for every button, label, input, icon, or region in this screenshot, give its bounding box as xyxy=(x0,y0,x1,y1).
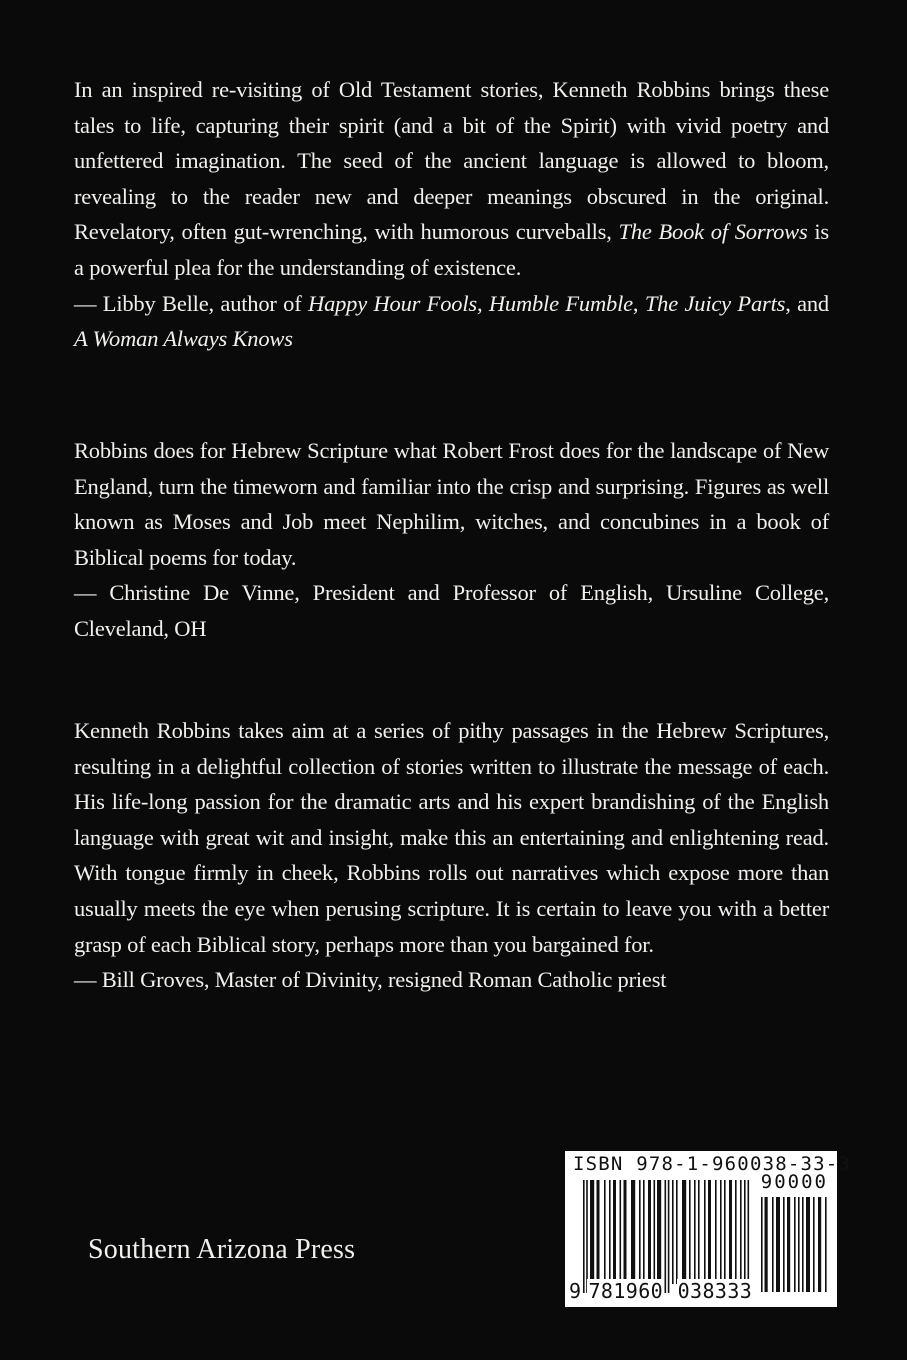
ean-lead-digit: 9 xyxy=(569,1279,582,1303)
isbn-barcode xyxy=(565,1151,852,1307)
separator: , xyxy=(632,290,645,316)
blurb-text: In an inspired re-visiting of Old Testament stories, Kenneth Robbins brings these tales to life, capturing their spirit (and a bit of the Spirit) with vivid poetry and unfettered imagination. The seed of the ancient language is allowed to bloom, revealing to the reader new and deeper meanings obscured in the original. Revelatory, often gut-wrenching, with humorous curveballs, xyxy=(74,77,829,245)
isbn-label: ISBN 978-1-960038-33-3 xyxy=(573,1153,852,1175)
blurb-bill-groves xyxy=(74,713,829,998)
work-title: Happy Hour Fools xyxy=(308,290,477,316)
blurb-attribution xyxy=(74,286,829,357)
work-title: The Juicy Parts xyxy=(644,290,786,316)
blurb-libby-belle xyxy=(74,72,829,357)
barcode-bars-graphic xyxy=(583,1180,751,1293)
work-title: A Woman Always Knows xyxy=(74,326,293,352)
ean13-bars xyxy=(583,1180,751,1293)
blurb-body: Robbins does for Hebrew Scripture what Robert Frost does for the landscape of New England, turn the timeworn and familiar into the crisp and surprising. Figures as well known as Moses and Job meet Nephilim, witches, and concubines in a book of Biblical poems for today. xyxy=(74,438,829,570)
publisher-name: Southern Arizona Press xyxy=(88,1234,356,1265)
blurb-attribution: — Bill Groves, Master of Divinity, resigned Roman Catholic priest xyxy=(74,967,667,993)
addon-bars-graphic xyxy=(761,1197,829,1292)
ean-left-group: 781960 xyxy=(588,1279,664,1303)
blurb-body: Kenneth Robbins takes aim at a series of pithy passages in the Hebrew Scriptures, resulting in a delightful collection of stories written to illustrate the message of each. His life-long passion for the dramatic arts and his expert brandishing of the English language with great wit and insight, make this an entertaining and enlightening read. With tongue firmly in cheek, Robbins rolls out narratives which expose more than usually meets the eye when perusing scripture. It is certain to leave you with a better grasp of each Biblical story, perhaps more than you bargained for. xyxy=(74,718,829,957)
blurb-body xyxy=(74,72,829,286)
blurb-attribution: — Christine De Vinne, President and Professor of English, Ursuline College, Cleveland, OH xyxy=(74,580,829,641)
separator: , and xyxy=(785,290,829,316)
price-code: 90000 xyxy=(760,1171,828,1193)
attribution-author: — Libby Belle, author of xyxy=(74,290,309,316)
ean13-digits xyxy=(569,1279,753,1303)
work-title: Humble Fumble xyxy=(488,290,633,316)
separator: , xyxy=(476,290,489,316)
price-addon-bars xyxy=(761,1197,829,1292)
blurb-christine-de-vinne xyxy=(74,433,829,647)
blurb-text: is a powerful plea for the understanding of existence. xyxy=(74,219,829,280)
book-title: The Book of Sorrows xyxy=(618,219,808,245)
ean-right-group: 038333 xyxy=(677,1279,753,1303)
